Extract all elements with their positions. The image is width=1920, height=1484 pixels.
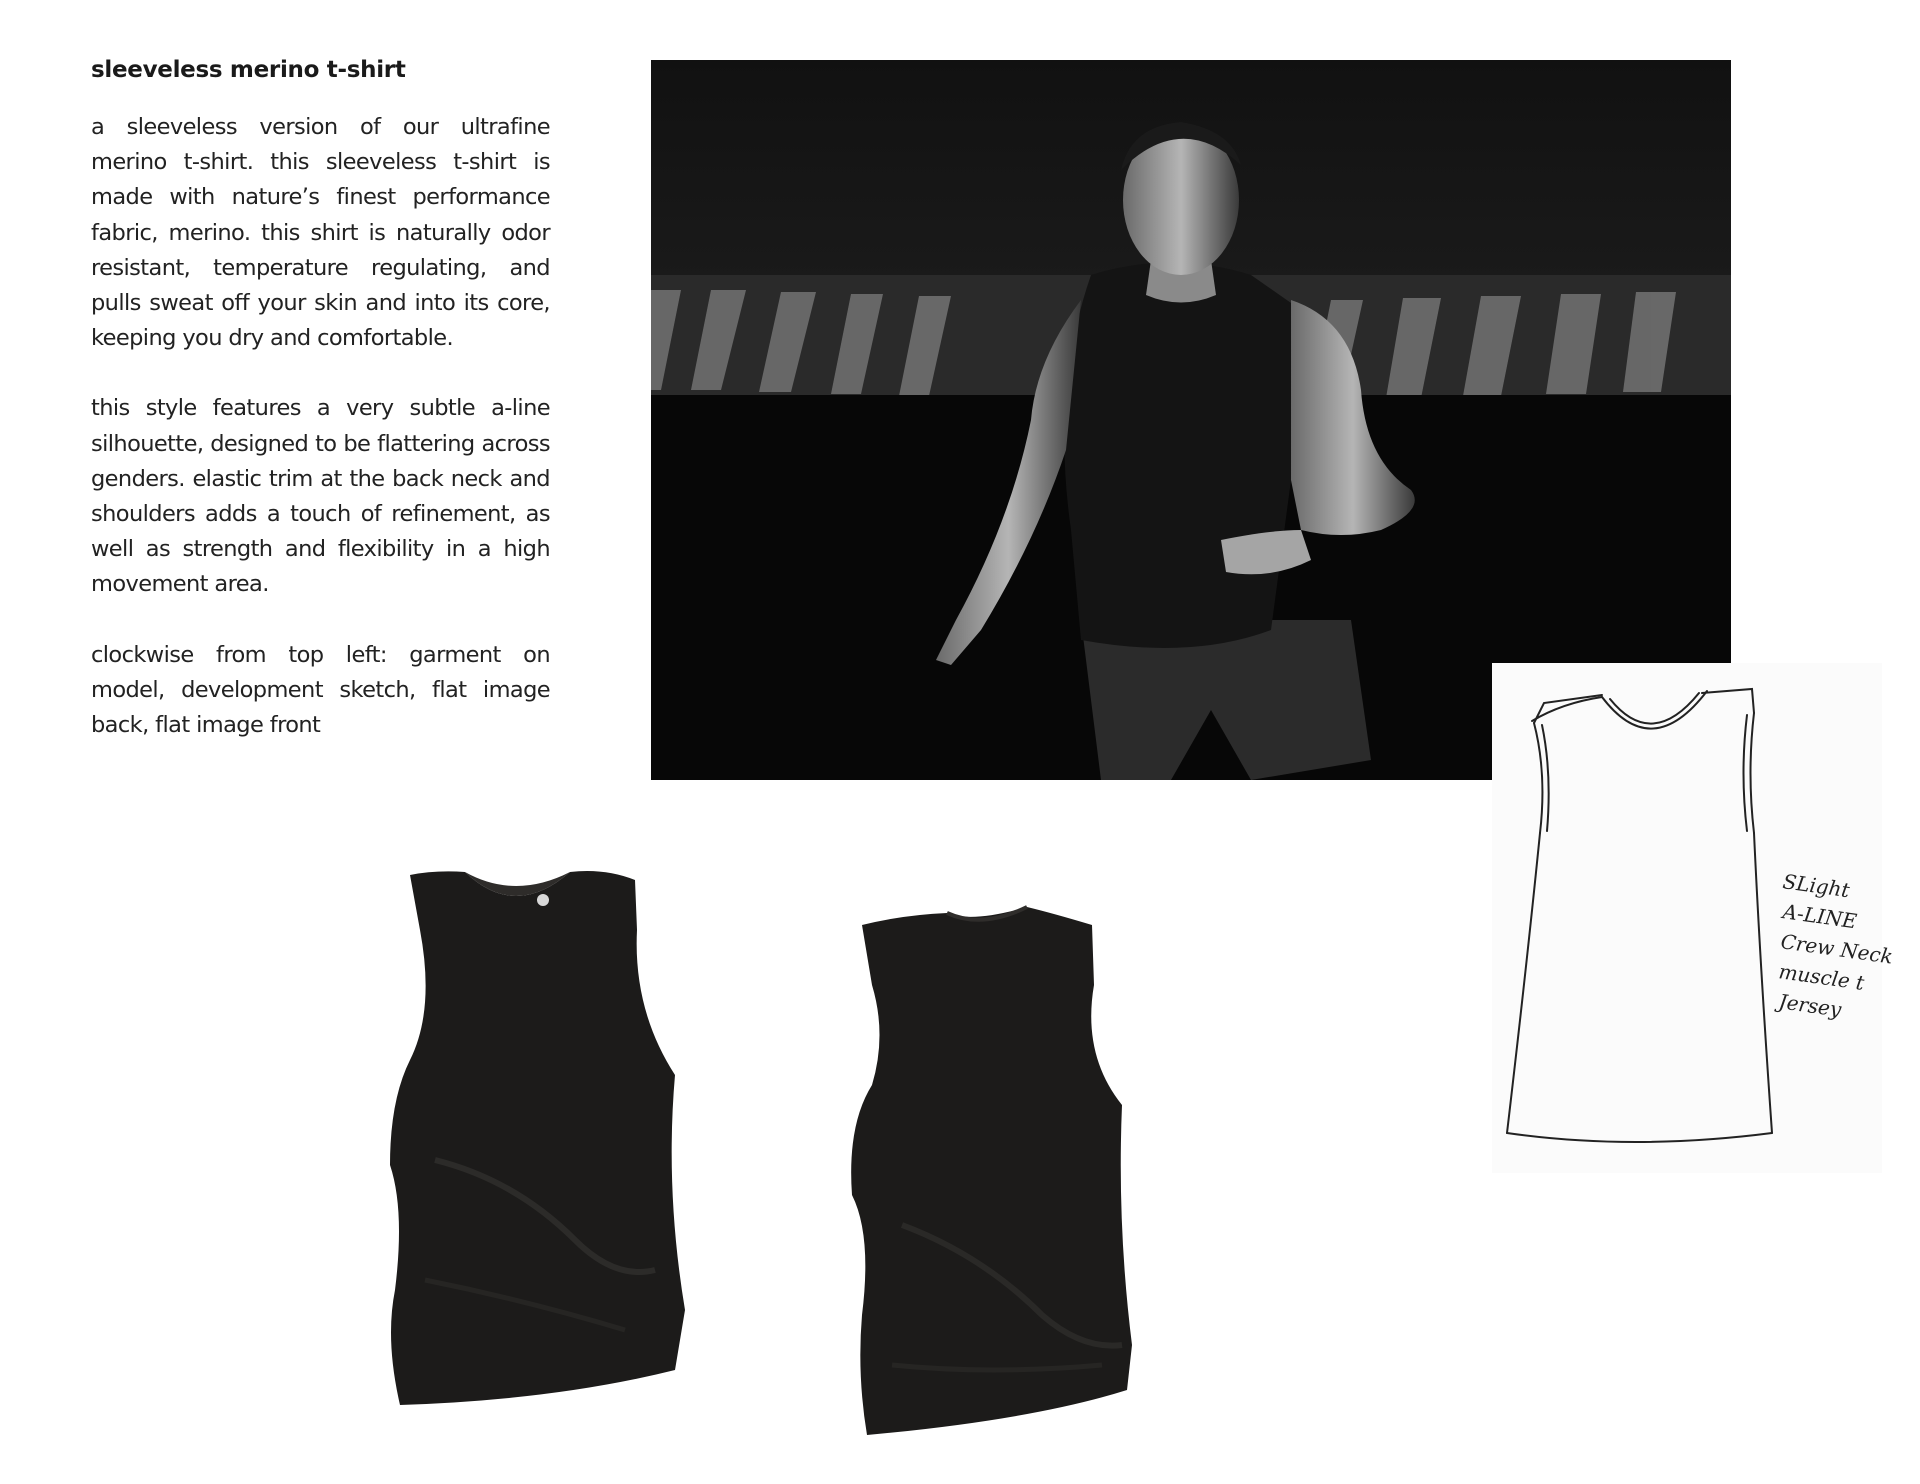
description-column — [91, 54, 550, 778]
tank-back-illustration — [832, 895, 1187, 1445]
sketch-drawing — [1492, 663, 1895, 1173]
flat-image-front — [375, 860, 735, 1420]
sketch-note: A-LINE — [1781, 899, 1859, 934]
development-sketch — [1492, 663, 1895, 1173]
description-paragraph: a sleeveless version of our ultrafine merino t-shirt. this sleeveless t-shirt is made with nature’s finest performance fabric, merino. this shirt is naturally odor resistant, temperature regulating, and pulls sweat off your skin and into its core, keeping you dry and comfortable. — [91, 114, 550, 352]
brand-logo-icon — [537, 894, 549, 906]
description-paragraph: this style features a very subtle a-line silhouette, designed to be flattering across genders. elastic trim at the back neck and shoulders adds a touch of refinement, as well as strength and flexibility in a high movement area. — [91, 395, 550, 598]
caption-paragraph: clockwise from top left: garment on model, development sketch, flat image back, flat image front — [91, 641, 550, 739]
flat-image-back — [832, 895, 1187, 1445]
tank-front-illustration — [375, 860, 735, 1420]
sketch-note: muscle t — [1777, 959, 1866, 995]
sketch-note: Jersey — [1777, 989, 1843, 1022]
sketch-note: SLight — [1781, 869, 1852, 903]
sketch-note: Crew Neck — [1779, 929, 1895, 969]
product-title: sleeveless merino t-shirt — [91, 57, 406, 83]
